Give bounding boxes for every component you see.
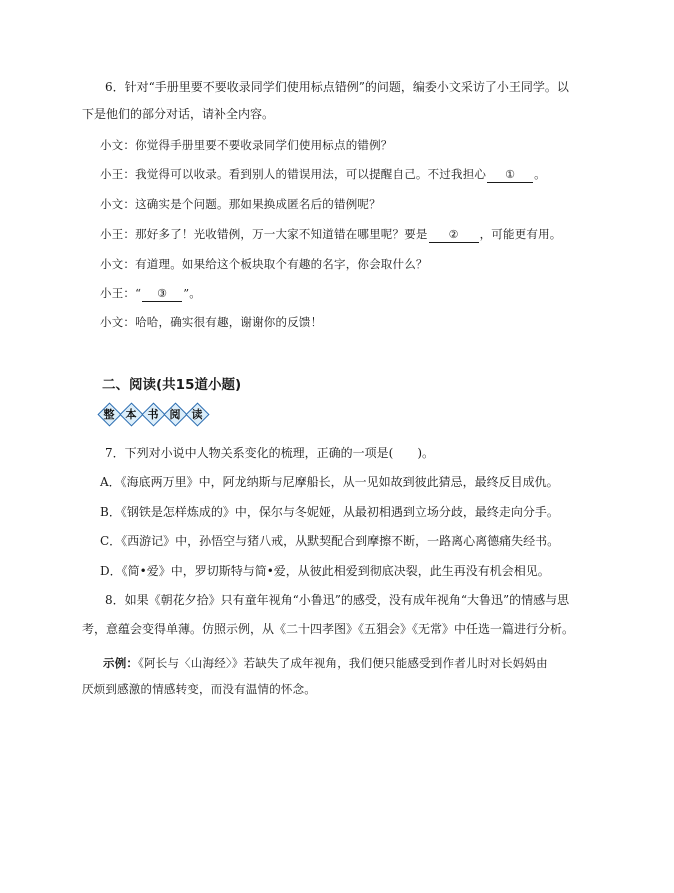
dialogue-text: 。 <box>534 167 546 181</box>
q7-option-d[interactable]: D．《简•爱》中，罗切斯特与简•爱，从彼此相爱到彻底决裂，此生再没有机会相见。 <box>100 564 550 578</box>
whole-book-reading-badge <box>98 403 208 425</box>
dialogue-line-4 <box>100 226 562 243</box>
q8-stem-line1: 8．如果《朝花夕拾》只有童年视角“小鲁迅”的感受，没有成年视角“大鲁迅”的情感与思 <box>105 593 570 607</box>
dialogue-text: 小王：我觉得可以收录。看到别人的错误用法，可以提醒自己。不过我担心 <box>100 167 487 181</box>
q7-option-a[interactable]: A．《海底两万里》中，阿龙纳斯与尼摩船长，从一见如故到彼此猜忌，最终反目成仇。 <box>100 475 559 489</box>
badge-diamond <box>164 403 186 425</box>
badge-char: 本 <box>125 408 137 421</box>
badge-diamond <box>98 403 120 425</box>
section-title: 二、阅读(共15道小题) <box>102 377 242 393</box>
example-text: 《阿长与〈山海经〉》若缺失了成年视角，我们便只能感受到作者儿时对长妈妈由 <box>138 656 548 670</box>
q7-option-c[interactable]: C．《西游记》中，孙悟空与猪八戒，从默契配合到摩擦不断，一路离心离德痛失经书。 <box>100 534 560 548</box>
dialogue-text: ，可能更有用。 <box>479 227 562 241</box>
dialogue-line-7: 小文：哈哈，确实很有趣，谢谢你的反馈！ <box>100 315 323 329</box>
dialogue-line-6 <box>100 285 201 302</box>
badge-char: 读 <box>191 408 203 421</box>
q8-example-line2: 厌烦到感激的情感转变，而没有温情的怀念。 <box>82 682 316 696</box>
dialogue-line-1: 小文：你觉得手册里要不要收录同学们使用标点的错例？ <box>100 138 393 152</box>
dialogue-line-3: 小文：这确实是个问题。那如果换成匿名后的错例呢？ <box>100 197 381 211</box>
blank-2[interactable]: ② <box>429 228 479 243</box>
badge-char: 整 <box>103 408 115 421</box>
badge-char: 阅 <box>169 408 181 421</box>
q8-example-line1 <box>103 655 548 671</box>
q8-stem-line2: 考，意蕴会变得单薄。仿照示例，从《二十四孝图》《五猖会》《无常》中任选一篇进行分析。 <box>82 622 575 636</box>
blank-1[interactable]: ① <box>487 168 533 183</box>
q7-stem: 7．下列对小说中人物关系变化的梳理，正确的一项是( )。 <box>105 446 435 460</box>
dialogue-text: ”。 <box>183 286 201 300</box>
badge-diamond <box>186 403 208 425</box>
dialogue-text: 小王：那好多了！光收错例，万一大家不知道错在哪里呢？要是 <box>100 227 428 241</box>
dialogue-text: 小王：“ <box>100 286 142 300</box>
q6-stem-line1: 6．针对“手册里要不要收录同学们使用标点错例”的问题，编委小文采访了小王同学。以 <box>105 80 569 94</box>
q6-stem-line2: 下是他们的部分对话，请补全内容。 <box>82 107 275 121</box>
dialogue-line-5: 小文：有道理。如果给这个板块取个有趣的名字，你会取什么？ <box>100 257 428 271</box>
blank-3[interactable]: ③ <box>142 287 182 302</box>
dialogue-line-2 <box>100 166 546 183</box>
q7-option-b[interactable]: B．《钢铁是怎样炼成的》中，保尔与冬妮娅，从最初相遇到立场分歧，最终走向分手。 <box>100 505 559 519</box>
badge-char: 书 <box>147 408 159 421</box>
example-label: 示例： <box>103 656 139 670</box>
badge-diamond <box>120 403 142 425</box>
badge-diamond <box>142 403 164 425</box>
